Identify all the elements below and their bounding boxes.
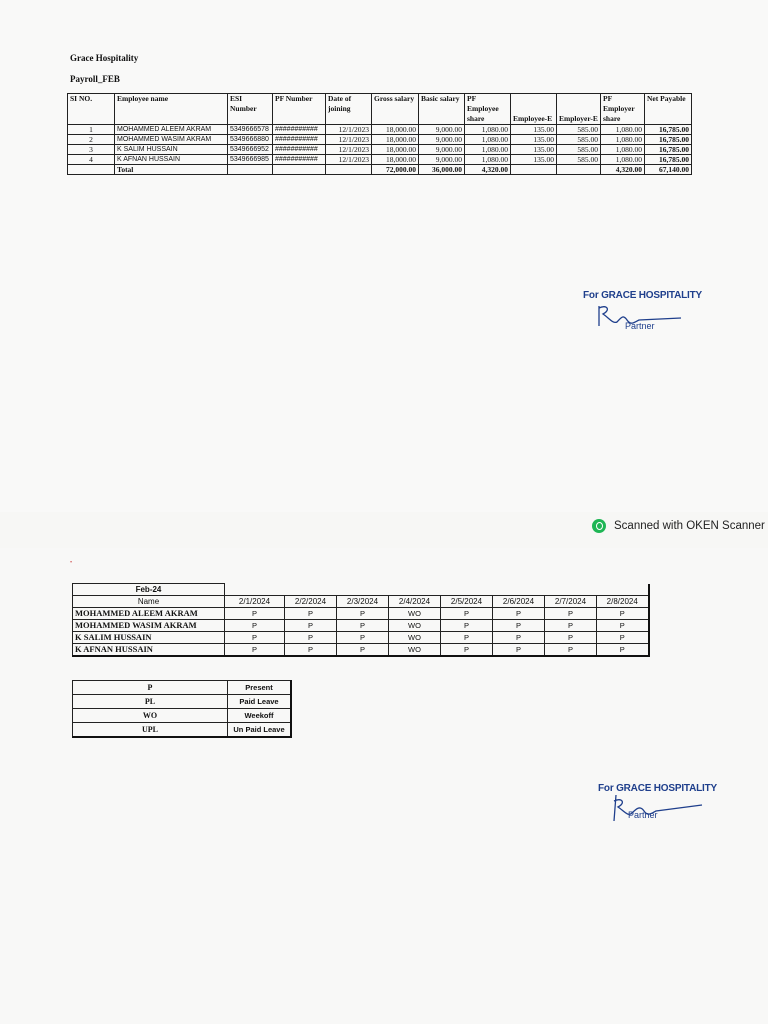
- payroll-cell: 18,000.00: [372, 145, 419, 155]
- scanner-label: Scanned with OKEN Scanner: [614, 520, 765, 532]
- attendance-mark: WO: [389, 608, 441, 620]
- payroll-cell: 1,080.00: [465, 135, 511, 145]
- payroll-body: [68, 125, 692, 175]
- empty-cell: [273, 165, 326, 175]
- attendance-mark: P: [441, 644, 493, 657]
- signature-for-label: For GRACE HOSPITALITY: [583, 290, 702, 301]
- attendance-mark: P: [493, 608, 545, 620]
- payroll-cell: 585.00: [557, 125, 601, 135]
- total-cell: 4,320.00: [601, 165, 645, 175]
- payroll-total-row: [68, 165, 692, 175]
- attendance-mark: P: [493, 620, 545, 632]
- column-header: PF Employee share: [465, 94, 511, 125]
- attendance-table: [72, 583, 650, 657]
- payroll-cell: 1,080.00: [465, 145, 511, 155]
- attendance-mark: WO: [389, 644, 441, 657]
- payroll-cell: 135.00: [511, 125, 557, 135]
- payroll-cell: 12/1/2023: [326, 155, 372, 165]
- payroll-cell: 16,785.00: [645, 145, 692, 155]
- attendance-header-row: [73, 596, 649, 608]
- attendance-mark: WO: [389, 632, 441, 644]
- attendance-date-header: 2/2/2024: [285, 596, 337, 608]
- attendance-mark: P: [285, 620, 337, 632]
- attendance-employee-name: MOHAMMED WASIM AKRAM: [73, 620, 225, 632]
- payroll-cell: 5349666952: [228, 145, 273, 155]
- attendance-mark: P: [545, 620, 597, 632]
- attendance-mark: P: [597, 644, 649, 657]
- attendance-body: [73, 608, 649, 657]
- attendance-employee-name: K AFNAN HUSSAIN: [73, 644, 225, 657]
- legend-row: [73, 681, 292, 695]
- payroll-cell: 18,000.00: [372, 125, 419, 135]
- column-header: PF Employer share: [601, 94, 645, 125]
- empty-cell: [68, 165, 115, 175]
- payroll-header-row: [68, 94, 692, 125]
- payroll-cell: 5349666880: [228, 135, 273, 145]
- payroll-cell: 1: [68, 125, 115, 135]
- legend-code: WO: [73, 709, 228, 723]
- scan-speck-icon: •: [70, 560, 73, 566]
- legend-meaning: Un Paid Leave: [228, 723, 292, 738]
- attendance-mark: P: [441, 608, 493, 620]
- attendance-row: [73, 632, 649, 644]
- empty-cell: [228, 165, 273, 175]
- attendance-mark: P: [225, 644, 285, 657]
- attendance-date-header: 2/7/2024: [545, 596, 597, 608]
- column-header: Employee-E: [511, 94, 557, 125]
- payroll-cell: 1,080.00: [601, 155, 645, 165]
- total-cell: 4,320.00: [465, 165, 511, 175]
- payroll-cell: 135.00: [511, 145, 557, 155]
- payroll-cell: 585.00: [557, 145, 601, 155]
- attendance-mark: P: [225, 620, 285, 632]
- oken-scanner-logo-icon: [592, 519, 606, 533]
- legend-code: PL: [73, 695, 228, 709]
- attendance-date-header: 2/1/2024: [225, 596, 285, 608]
- attendance-mark: P: [337, 644, 389, 657]
- attendance-date-header: 2/5/2024: [441, 596, 493, 608]
- attendance-employee-name: MOHAMMED ALEEM AKRAM: [73, 608, 225, 620]
- payroll-cell: ###########: [273, 155, 326, 165]
- payroll-row: [68, 125, 692, 135]
- payroll-cell: 12/1/2023: [326, 125, 372, 135]
- attendance-row: [73, 608, 649, 620]
- payroll-cell: 5349666578: [228, 125, 273, 135]
- payroll-cell: 585.00: [557, 135, 601, 145]
- company-name: Grace Hospitality: [70, 53, 139, 63]
- attendance-mark: P: [285, 644, 337, 657]
- attendance-mark: P: [545, 632, 597, 644]
- signature-scribble-icon: [593, 300, 683, 330]
- payroll-cell: 4: [68, 155, 115, 165]
- payroll-cell: 1,080.00: [465, 125, 511, 135]
- payroll-cell: 135.00: [511, 155, 557, 165]
- attendance-employee-name: K SALIM HUSSAIN: [73, 632, 225, 644]
- attendance-mark: P: [545, 644, 597, 657]
- total-cell: 72,000.00: [372, 165, 419, 175]
- legend-table: [72, 680, 292, 738]
- empty-cell: [511, 165, 557, 175]
- column-header: Basic salary: [419, 94, 465, 125]
- payroll-cell: 5349666985: [228, 155, 273, 165]
- empty-cell: [326, 165, 372, 175]
- attendance-mark: P: [493, 644, 545, 657]
- payroll-cell: 1,080.00: [601, 135, 645, 145]
- attendance-name-header: Name: [73, 596, 225, 608]
- empty-cell: [557, 165, 601, 175]
- signature-block: [583, 290, 702, 331]
- attendance-date-header: 2/3/2024: [337, 596, 389, 608]
- payroll-cell: MOHAMMED ALEEM AKRAM: [115, 125, 228, 135]
- signature-partner-label: Partner: [625, 321, 655, 331]
- payroll-cell: 585.00: [557, 155, 601, 165]
- payroll-cell: K SALIM HUSSAIN: [115, 145, 228, 155]
- payroll-cell: 2: [68, 135, 115, 145]
- payroll-cell: ###########: [273, 145, 326, 155]
- payroll-row: [68, 155, 692, 165]
- payroll-cell: 12/1/2023: [326, 145, 372, 155]
- payroll-cell: 9,000.00: [419, 145, 465, 155]
- legend-row: [73, 709, 292, 723]
- attendance-mark: P: [545, 608, 597, 620]
- payroll-cell: 9,000.00: [419, 155, 465, 165]
- payroll-cell: 1,080.00: [601, 125, 645, 135]
- column-header: Gross salary: [372, 94, 419, 125]
- column-header: ESI Number: [228, 94, 273, 125]
- attendance-mark: P: [337, 620, 389, 632]
- attendance-mark: WO: [389, 620, 441, 632]
- attendance-mark: P: [441, 620, 493, 632]
- payroll-cell: 135.00: [511, 135, 557, 145]
- attendance-mark: P: [597, 620, 649, 632]
- attendance-mark: P: [337, 608, 389, 620]
- payroll-cell: 1,080.00: [465, 155, 511, 165]
- signature-scribble-icon: [606, 791, 706, 823]
- payroll-cell: 16,785.00: [645, 135, 692, 145]
- attendance-month-row: [73, 584, 649, 596]
- total-cell: 36,000.00: [419, 165, 465, 175]
- payroll-cell: 1,080.00: [601, 145, 645, 155]
- payroll-cell: 16,785.00: [645, 155, 692, 165]
- total-cell: Total: [115, 165, 228, 175]
- payroll-cell: ###########: [273, 135, 326, 145]
- legend-meaning: Present: [228, 681, 292, 695]
- payroll-title: Payroll_FEB: [70, 74, 120, 84]
- column-header: Employee name: [115, 94, 228, 125]
- attendance-date-header: 2/8/2024: [597, 596, 649, 608]
- payroll-row: [68, 145, 692, 155]
- attendance-mark: P: [225, 608, 285, 620]
- legend-meaning: Paid Leave: [228, 695, 292, 709]
- column-header: Date of joining: [326, 94, 372, 125]
- payroll-cell: 16,785.00: [645, 125, 692, 135]
- legend-row: [73, 723, 292, 738]
- signature-block-bottom: [598, 783, 717, 820]
- attendance-mark: P: [441, 632, 493, 644]
- attendance-mark: P: [597, 608, 649, 620]
- payroll-row: [68, 135, 692, 145]
- payroll-cell: K AFNAN HUSSAIN: [115, 155, 228, 165]
- attendance-mark: P: [493, 632, 545, 644]
- payroll-cell: 9,000.00: [419, 135, 465, 145]
- attendance-mark: P: [597, 632, 649, 644]
- attendance-row: [73, 644, 649, 657]
- legend-code: UPL: [73, 723, 228, 738]
- legend-meaning: Weekoff: [228, 709, 292, 723]
- payroll-cell: 9,000.00: [419, 125, 465, 135]
- attendance-date-header: 2/6/2024: [493, 596, 545, 608]
- payroll-table: [67, 93, 692, 175]
- legend-row: [73, 695, 292, 709]
- legend-body: [73, 681, 292, 738]
- payroll-cell: 18,000.00: [372, 155, 419, 165]
- column-header: Employer-E: [557, 94, 601, 125]
- attendance-mark: P: [337, 632, 389, 644]
- column-header: SI NO.: [68, 94, 115, 125]
- signature-for-label: For GRACE HOSPITALITY: [598, 783, 717, 794]
- total-cell: 67,140.00: [645, 165, 692, 175]
- payroll-cell: 3: [68, 145, 115, 155]
- signature-partner-label: Partner: [628, 810, 658, 820]
- attendance-mark: P: [225, 632, 285, 644]
- attendance-date-header: 2/4/2024: [389, 596, 441, 608]
- column-header: PF Number: [273, 94, 326, 125]
- legend-code: P: [73, 681, 228, 695]
- payroll-cell: 12/1/2023: [326, 135, 372, 145]
- payroll-cell: MOHAMMED WASIM AKRAM: [115, 135, 228, 145]
- column-header: Net Payable: [645, 94, 692, 125]
- attendance-mark: P: [285, 608, 337, 620]
- payroll-cell: ###########: [273, 125, 326, 135]
- attendance-row: [73, 620, 649, 632]
- scanner-watermark: [592, 519, 765, 533]
- attendance-mark: P: [285, 632, 337, 644]
- attendance-month: Feb-24: [73, 584, 225, 596]
- payroll-cell: 18,000.00: [372, 135, 419, 145]
